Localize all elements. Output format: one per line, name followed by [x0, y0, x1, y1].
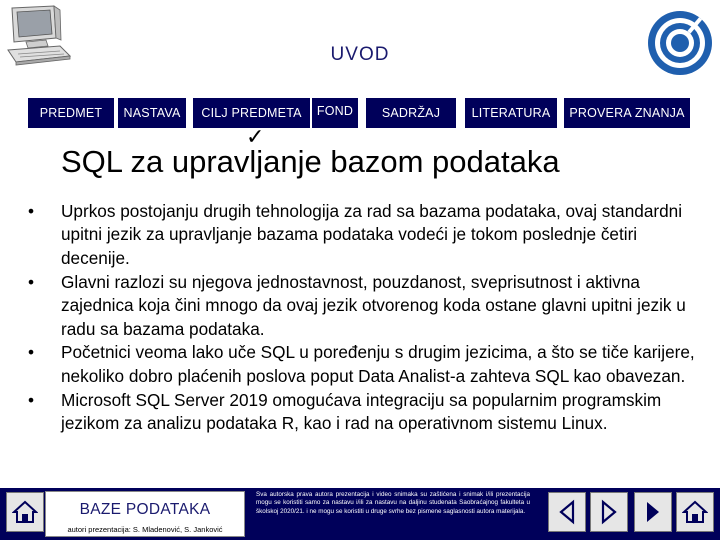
slide-heading: SQL za upravljanje bazom podataka: [61, 144, 560, 179]
nav-fond[interactable]: FOND: [312, 98, 358, 128]
nav-bar: [0, 98, 720, 128]
prev-button[interactable]: [548, 492, 586, 532]
bullet-symbol: •: [28, 271, 35, 292]
nav-predmet[interactable]: PREDMET: [28, 98, 114, 128]
nav-provera-znanja[interactable]: PROVERA ZNANJA: [564, 98, 690, 128]
bullet-text: Glavni razlozi su njegova jednostavnost, pouzdanost, sveprisutnost i aktivna zajednica koja čini mnogo da ovaj jezik otvorenog koda ostane glavni upitni jezik u radu sa bazama podataka.: [61, 271, 686, 339]
bullet-text: Microsoft SQL Server 2019 omogućava integraciju sa popularnim programskim jezikom za analizu podataka R, kao i rad na operativnom sistemu Linux.: [61, 389, 662, 434]
copyright-note: Sva autorska prava autora prezentacija i video snimaka su zaštićena i snimak i/ili prezentacija mogu se koristiti samo za nastavu i/ili za nastavu na daljinu studenata Saobraćajnog fakulteta u školskoj 2020/21. i ne mogu se koristiti u druge svrhe bez pismene saglasnosti autora materijala.: [256, 491, 530, 515]
footer-bar: [0, 488, 720, 540]
bullet-item: [28, 200, 708, 270]
bullet-item: [28, 389, 708, 436]
next-button[interactable]: [590, 492, 628, 532]
next-arrow-icon: [642, 499, 664, 525]
nav-literatura[interactable]: LITERATURA: [465, 98, 557, 128]
nav-cilj-predmeta[interactable]: CILJ PREDMETA: [193, 98, 310, 128]
home-button[interactable]: [6, 492, 44, 532]
bullet-list: [28, 200, 708, 436]
bullet-item: [28, 271, 708, 341]
home-button-right[interactable]: [676, 492, 714, 532]
current-section-checkmark: ✓: [246, 124, 265, 149]
course-box: [45, 491, 245, 537]
bullet-text: Uprkos postojanju drugih tehnologija za rad sa bazama podataka, ovaj standardni upitni jezik za upravljanje bazama podataka vodeći je tokom poslednje četiri decenije.: [61, 201, 683, 268]
home-icon: [12, 499, 38, 525]
course-title: BAZE PODATAKA: [79, 501, 211, 518]
prev-arrow-icon: [556, 499, 578, 525]
next-slide-button[interactable]: [634, 492, 672, 532]
bullet-item: [28, 341, 708, 388]
nav-nastava[interactable]: NASTAVA: [118, 98, 186, 128]
course-authors: autori prezentacija: S. Mladenović, S. Janković: [67, 525, 223, 534]
faculty-logo: [645, 8, 715, 78]
nav-sadrzaj[interactable]: SADRŽAJ: [366, 98, 456, 128]
slide-title: UVOD: [330, 44, 390, 65]
next-arrow-icon: [598, 499, 620, 525]
bullet-symbol: •: [28, 342, 35, 363]
bullet-symbol: •: [28, 201, 35, 221]
home-icon: [682, 499, 708, 525]
bullet-symbol: •: [28, 389, 35, 410]
bullet-text: Početnici veoma lako uče SQL u poređenju s drugim jezicima, a što se tiče karijere, nekoliko dobro plaćenih poslova poput Data Analist-a zahteva SQL kao obavezan.: [61, 342, 695, 386]
